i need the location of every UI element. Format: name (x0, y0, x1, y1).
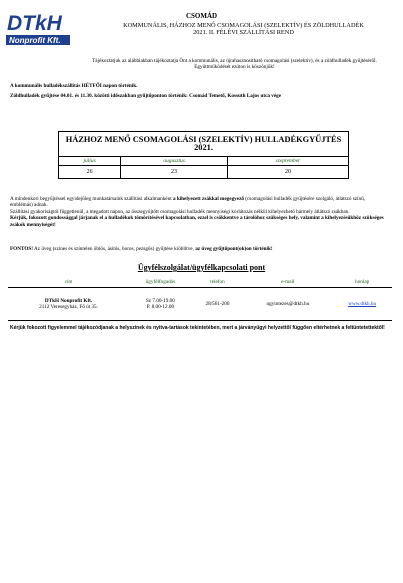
company-address: 2112 Veresegyház, Fő út 35. (39, 304, 98, 310)
green-waste-note: Zöldhulladék gyűjtése 04.01. és 11.30. közötti időszakban gyűjtőponton történik: Csomád Temető, Kossuth Lajos utca vége (10, 93, 282, 99)
contact-header-email: e-mail (243, 277, 332, 288)
contact-header-website: honlap (332, 277, 392, 288)
glass-notice-emphasis: az üveg gyűjtőpont(ok)on történik! (195, 246, 273, 252)
collection-day: 26 (59, 166, 121, 179)
month-header: augusztus (121, 157, 228, 166)
schedule-caption-line2: 2021. (194, 143, 213, 152)
hours-line: Sz 7.00-19.00 (145, 298, 175, 304)
compaction-request: Kérjük, fokozott gondossággal járjanak el a hulladékok tömörítésével kapcsolatban, ezzel is csökkentve a tárolóhoz szükséges hely, valamint a kihelyezésükhöz szükséges zsákok mennyiségét! (10, 215, 384, 228)
communal-schedule-note: A kommunális hulladékszállítás HÉTFŐI napon történik. (10, 83, 138, 89)
glass-notice (10, 246, 389, 252)
contact-table (8, 277, 392, 321)
logo-main-text: DTkH (7, 12, 62, 35)
bag-exchange-text: A mindenkori begyűjtéssel egyidejűleg munkatársaink szállítási alkalmanként (10, 196, 173, 202)
logo-sub-text: Nonprofit Kft. (9, 36, 61, 45)
page-title (92, 22, 395, 37)
hours-line: P. 8.00-12.00 (146, 304, 175, 310)
contact-header-address: cím (8, 277, 129, 288)
contact-email[interactable]: ugyintezes@dtkh.hu (243, 288, 332, 321)
website-link[interactable]: www.dtkh.hu (348, 301, 377, 307)
glass-notice-label: FONTOS! (10, 246, 33, 252)
contact-address-cell (8, 288, 129, 321)
contact-hours-cell (129, 288, 192, 321)
company-name: DTkH Nonprofit Kft. (44, 298, 93, 304)
bag-exchange-paragraph (10, 196, 389, 209)
glass-notice-text: Az üveg (színes és színtelen öblös, ásítós, boros, pezsgős) gyűjtése kiöblítve, (32, 246, 196, 252)
collection-info (10, 196, 389, 228)
schedule-caption (59, 132, 349, 157)
page-title-line1: KOMMUNÁLIS, HÁZHOZ MENŐ CSOMAGOLÁSI (SZELEKTÍV) ÉS ZÖLDHULLADÉK (123, 22, 364, 29)
customer-service-title: Ügyfélszolgálat/ügyfélkapcsolati pont (137, 263, 266, 272)
collection-day: 23 (121, 166, 228, 179)
collection-day: 20 (227, 166, 348, 179)
contact-header-hours: ügyfélfogadás (129, 277, 192, 288)
bag-exchange-emphasis: a kihelyezett zsákkal megegyező (172, 196, 244, 202)
schedule-caption-line1: HÁZHOZ MENŐ CSOMAGOLÁSI (SZELEKTÍV) HULLADÉKGYŰJTÉS (65, 134, 342, 144)
contact-header-phone: telefon (192, 277, 244, 288)
frequency-paragraph: Szállítási gyakoriságtól függetlenül, a megadott napon, az összegyűjtött csomagolási hulladék mennyiségi korlátozás nélkül kihelyezhető bármely átlátszó zsákban. (10, 208, 350, 215)
intro-text: Tájékoztatjuk az alábbiakban tájékoztatja Önt a kommunális, az újrahasznosítható csomagolási (szelektív), és a zöldhulladék gyűjtéséről. Együttműködését ezúton is köszönjük! (92, 58, 377, 71)
month-header: szeptember (227, 157, 348, 166)
contact-phone: 28/561-200 (192, 288, 244, 321)
page-title-line2: 2021. II. FÉLÉVI SZÁLLÍTÁSI REND (193, 29, 294, 37)
selective-schedule-table (58, 131, 349, 179)
bag-exchange-text-end: (csomagolási hulladék gyűjtésére szolgáló, átlátszó színű, emblémás) adnak. (10, 196, 365, 209)
footer-notice: Kérjük fokozott figyelemmel tájékozódjanak a helyszínek és nyitva-tartások tekintetében, mert a járványügyi helyzettől függően eltérhetnek a feltüntetettektől! (10, 325, 385, 331)
town-name: CSOMÁD (185, 12, 218, 20)
month-header: július (59, 157, 121, 166)
